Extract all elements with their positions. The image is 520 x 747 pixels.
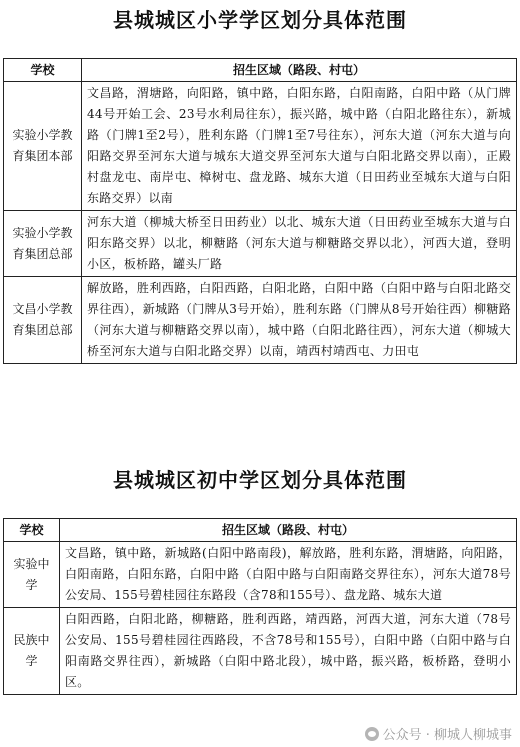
header-area: 招生区域（路段、村屯） [60,519,517,542]
header-school: 学校 [4,59,82,82]
school-name: 实验小学教育集团本部 [4,82,82,211]
header-area: 招生区域（路段、村屯） [82,59,517,82]
wechat-icon [365,727,379,741]
table-row [4,608,517,695]
table-row [4,277,517,364]
watermark [365,724,512,743]
primary-title: 县城城区小学学区划分具体范围 [113,8,407,32]
enrollment-area: 解放路，胜利西路，白阳西路，白阳北路，白阳中路（白阳中路与白阳北路交界往西），新城路（门牌从3号开始），胜利东路（门牌从8号开始往西）柳糖路（河东大道与柳糖路交界以南），城中路（白阳北路往西），河东大道（柳城大桥至河东大道与白阳北路交界）以南，靖西村靖西屯、力田屯 [82,277,517,364]
watermark-text: 公众号 · 柳城人柳城事 [382,728,512,743]
table-row [4,211,517,277]
enrollment-area: 白阳西路，白阳北路，柳糖路，胜利西路，靖西路，河西大道，河东大道（78号公安局、155号碧桂园往西路段，不含78号和155号），白阳中路（白阳中路与白阳南路交界往西），新城路（白阳中路北段），城中路，振兴路，板桥路，登明小区。 [60,608,517,695]
school-name: 实验小学教育集团总部 [4,211,82,277]
primary-district-table [3,58,517,364]
middle-district-table [3,518,517,695]
enrollment-area: 文昌路，镇中路，新城路(白阳中路南段)，解放路，胜利东路，渭塘路，向阳路，白阳南路，白阳东路，白阳中路（白阳中路与白阳南路交界往东），河东大道78号公安局、155号碧桂园往东路段（含78和155号）、盘龙路、城东大道 [60,542,517,608]
table-header-row [4,59,517,82]
school-name: 文昌小学教育集团总部 [4,277,82,364]
header-school: 学校 [4,519,60,542]
middle-title: 县城城区初中学区划分具体范围 [113,468,407,492]
table-header-row [4,519,517,542]
school-name: 实验中学 [4,542,60,608]
enrollment-area: 文昌路，渭塘路，向阳路，镇中路，白阳东路，白阳南路，白阳中路（从门牌44号开始工会、23号水利局往东），振兴路，城中路（白阳北路往东），新城路（门牌1至2号），胜利东路（门牌1至7号往东），河东大道（河东大道与向阳路交界至河东大道与城东大道交界至河东大道与白阳北路交界以南），正殿村盘龙屯、南岸屯、樟树屯、盘龙路、城东大道（日田药业至城东大道与白阳东路交界）以南 [82,82,517,211]
enrollment-area: 河东大道（柳城大桥至日田药业）以北、城东大道（日田药业至城东大道与白阳东路交界）以北，柳糖路（河东大道与柳糖路交界以北），河西大道，登明小区，板桥路，罐头厂路 [82,211,517,277]
table-row [4,542,517,608]
school-name: 民族中学 [4,608,60,695]
table-row [4,82,517,211]
